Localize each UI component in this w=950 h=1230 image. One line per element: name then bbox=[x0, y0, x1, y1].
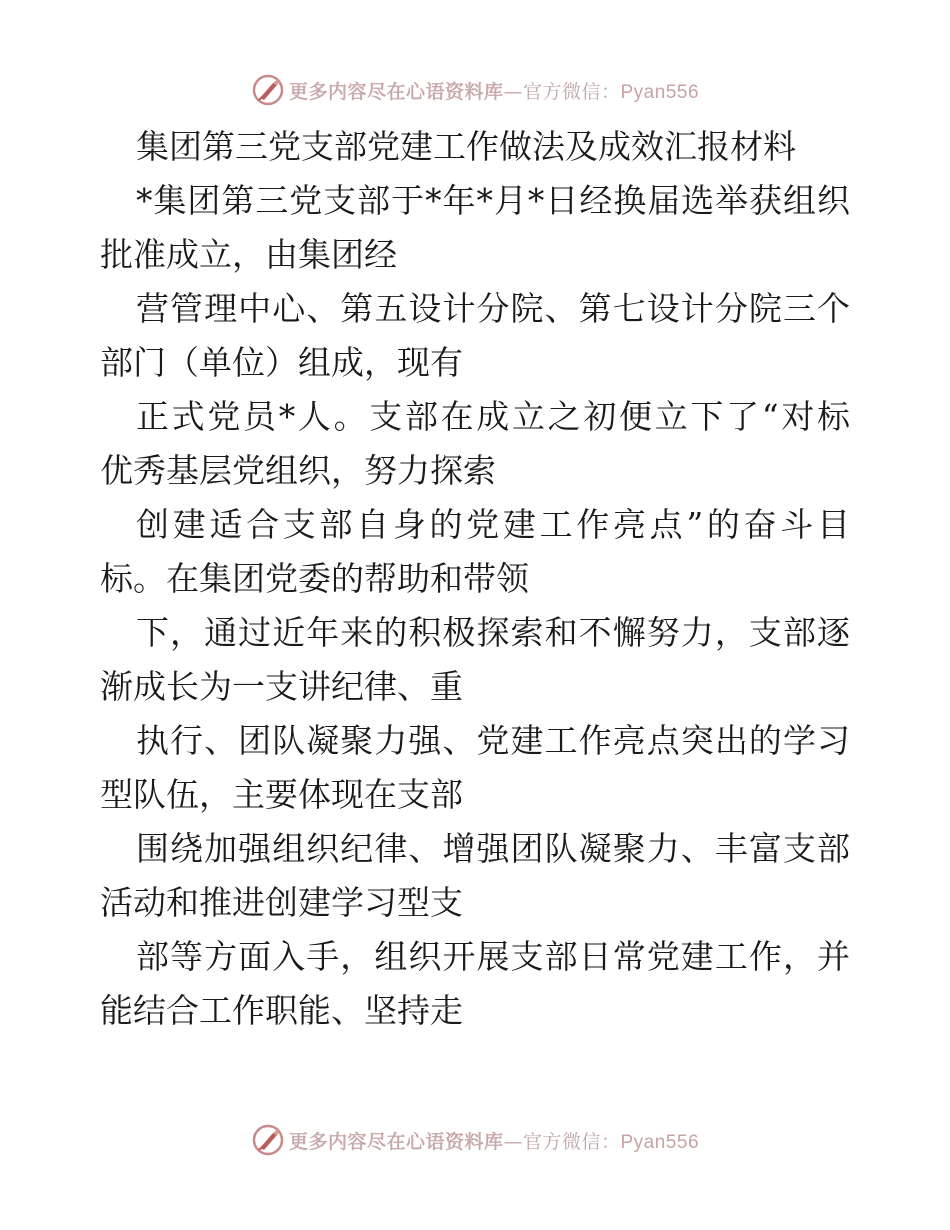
watermark-separator: — bbox=[503, 80, 523, 103]
paragraph-line: 执行、团队凝聚力强、党建工作亮点突出的学习 bbox=[136, 721, 850, 760]
quill-pen-logo-icon bbox=[251, 1123, 285, 1157]
paragraph-line: 活动和推进创建学习型支 bbox=[100, 883, 463, 922]
paragraph-line: 渐成长为一支讲纪律、重 bbox=[100, 667, 463, 706]
paragraph-line: 型队伍，主要体现在支部 bbox=[100, 775, 463, 814]
paragraph-line: 部门（单位）组成，现有 bbox=[100, 343, 463, 382]
quill-pen-logo-icon bbox=[251, 73, 285, 107]
watermark-separator: — bbox=[503, 1130, 523, 1153]
paragraph-line: 营管理中心、第五设计分院、第七设计分院三个 bbox=[136, 289, 850, 328]
watermark-text: 更多内容尽在心语资料库 bbox=[288, 80, 504, 103]
watermark-id: Pyan556 bbox=[620, 81, 700, 103]
watermark-label: 官方微信： bbox=[522, 80, 621, 103]
paragraph-line: 下，通过近年来的积极探索和不懈努力，支部逐 bbox=[136, 613, 850, 652]
paragraph-line: 优秀基层党组织，努力探索 bbox=[100, 451, 496, 490]
paragraph-line: 创建适合支部自身的党建工作亮点”的奋斗目 bbox=[136, 505, 850, 544]
paragraph-line: 能结合工作职能、坚持走 bbox=[100, 991, 463, 1030]
document-title: 集团第三党支部党建工作做法及成效汇报材料 bbox=[136, 127, 796, 166]
watermark-label: 官方微信： bbox=[522, 1130, 621, 1153]
watermark-id: Pyan556 bbox=[620, 1131, 700, 1153]
document-body bbox=[100, 120, 860, 1038]
paragraph-line: 批准成立，由集团经 bbox=[100, 235, 397, 274]
paragraph-line: 标。在集团党委的帮助和带领 bbox=[100, 559, 529, 598]
paragraph-line: 正式党员*人。支部在成立之初便立下了“对标 bbox=[136, 397, 850, 436]
header-watermark bbox=[0, 70, 950, 110]
paragraph-line: *集团第三党支部于*年*月*日经换届选举获组织 bbox=[136, 181, 850, 220]
watermark-text-line bbox=[289, 1127, 699, 1154]
footer-watermark bbox=[0, 1120, 950, 1160]
paragraph-line: 围绕加强组织纪律、增强团队凝聚力、丰富支部 bbox=[136, 829, 850, 868]
paragraph-line: 部等方面入手，组织开展支部日常党建工作，并 bbox=[136, 937, 850, 976]
watermark-text: 更多内容尽在心语资料库 bbox=[288, 1130, 504, 1153]
watermark-text-line bbox=[289, 77, 699, 104]
